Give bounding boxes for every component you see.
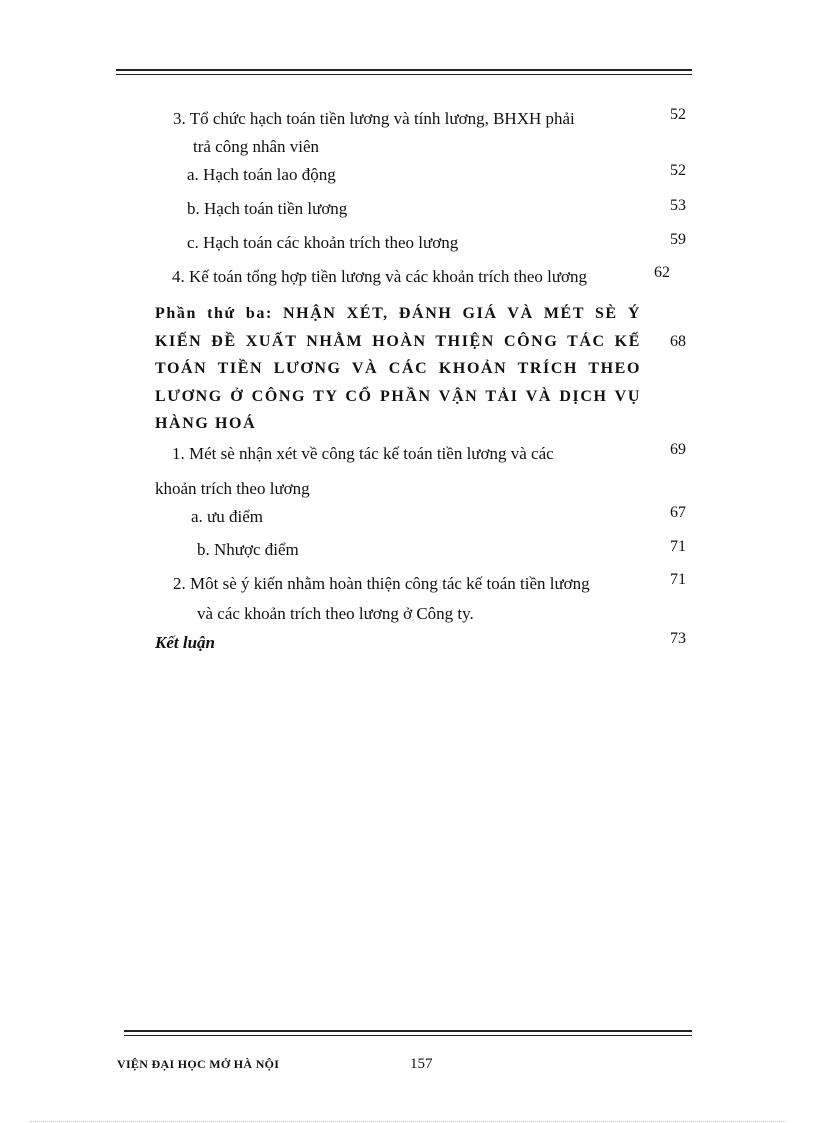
- toc-page-4: 62: [654, 264, 670, 281]
- toc-entry-conclusion: Kết luận: [155, 633, 215, 652]
- toc-entry-4: 4. Kế toán tổng hợp tiền lương và các khoản trích theo lương: [172, 267, 588, 286]
- toc-entry-3b: b. Hạch toán tiền lương: [187, 199, 348, 218]
- toc-part-three-heading: Phần thứ ba: NHẬN XÉT, ĐÁNH GIÁ VÀ MÉT SÈ Ý KIẾN ĐỀ XUẤT NHẰM HOÀN THIỆN CÔNG TÁC KẾ TOÁN TIỀN LƯƠNG VÀ CÁC KHOẢN TRÍCH THEO LƯƠNG Ở CÔNG TY CỔ PHẦN VẬN TẢI VÀ DỊCH VỤ HÀNG HOÁ: [155, 305, 641, 432]
- toc-entry-p3-2-line2: và các khoản trích theo lương ở Công ty.: [197, 604, 474, 623]
- header-double-rule: [116, 69, 692, 75]
- toc-entry-p3-1b: b. Nhược điểm: [197, 540, 299, 559]
- footer-institution: VIỆN ĐẠI HỌC MỞ HÀ NỘI: [117, 1057, 280, 1071]
- page-bottom-dotted-border: [30, 1121, 786, 1122]
- toc-entry-p3-2-line1: 2. Môt sè ý kiến nhằm hoàn thiện công tác kế toán tiền lương: [173, 574, 590, 593]
- toc-page-3: 52: [670, 106, 686, 123]
- footer-double-rule: [124, 1030, 692, 1036]
- toc-page-p3-1a: 67: [670, 504, 686, 521]
- toc-entry-3-line1: 3. Tổ chức hạch toán tiền lương và tính lương, BHXH phải: [173, 109, 575, 128]
- toc-entry-p3-1a: a. ưu điểm: [191, 507, 264, 526]
- toc-entry-3a: a. Hạch toán lao động: [187, 165, 336, 184]
- toc-page-3b: 53: [670, 197, 686, 214]
- toc-entry-p3-1-line2: khoản trích theo lương: [155, 479, 310, 498]
- toc-page-p3-2: 71: [670, 571, 686, 588]
- toc-entry-3-line2: trả công nhân viên: [193, 137, 320, 156]
- toc-page-3c: 59: [670, 231, 686, 248]
- footer-page-number: 157: [410, 1056, 433, 1072]
- toc-page-3a: 52: [670, 162, 686, 179]
- toc-page-conclusion: 73: [670, 630, 686, 647]
- toc-entry-3c: c. Hạch toán các khoản trích theo lương: [187, 233, 459, 252]
- toc-entry-p3-1-line1: 1. Mét sè nhận xét về công tác kế toán tiền lương và các: [172, 444, 554, 463]
- toc-page-part-three: 68: [670, 333, 686, 350]
- toc-page-p3-1b: 71: [670, 538, 686, 555]
- toc-page-p3-1: 69: [670, 441, 686, 458]
